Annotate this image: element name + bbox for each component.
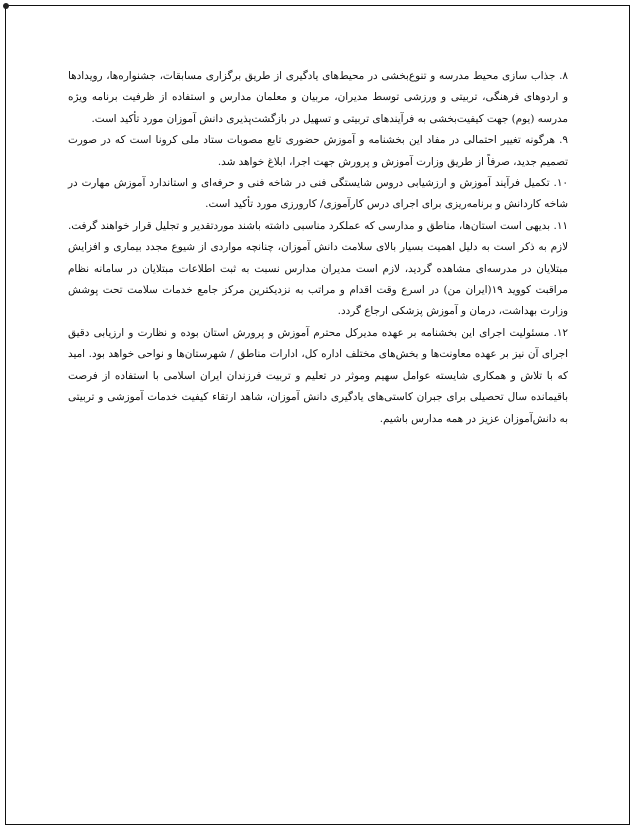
paragraph-item-11: ۱۱. بدیهی است استان‌ها، مناطق و مدارسی که عملکرد مناسبی داشته باشند موردتقدیر و تجلیل قرار خواهند گرفت. لازم به ذکر است به دلیل اهمیت بسیار بالای سلامت دانش آموزان، چنانچه مواردی از شیوع مجدد بیماری و افزایش مبتلایان در مدرسه‌ای مشاهده گردید، لازم است مدیران مدارس نسبت به ثبت اطلاعات مبتلایان در سامانه نظام مراقبت کووید ۱۹(ایران من) در اسرع وقت اقدام و مراتب به نزدیکترین مرکز جامع خدمات سلامت تحت پوشش وزارت بهداشت، درمان و آموزش پزشکی ارجاع گردد. [68, 219, 568, 318]
paragraph-item-12: ۱۲. مسئولیت اجرای این بخشنامه بر عهده مدیرکل محترم آموزش و پرورش استان بوده و نظارت و ارزیابی دقیق اجرای آن نیز بر عهده معاونت‌ها و بخش‌های مختلف اداره کل، ادارات مناطق / شهرستان‌ها و نواحی خواهد بود. امید که با تلاش و همکاری شایسته عوامل سهیم وموثر در تعلیم و تربیت فرزندان ایران اسلامی با استفاده از فرصت باقیمانده سال تحصیلی برای جبران کاستی‌های یادگیری دانش آموزان، شاهد ارتقاء کیفیت خدمات آموزشی و تربیتی به دانش‌آموزان عزیز در همه مدارس باشیم. [68, 326, 568, 425]
paragraph-item-10: ۱۰. تکمیل فرآیند آموزش و ارزشیابی دروس شایستگی فنی در شاخه فنی و حرفه‌ای و استاندارد آموزش مهارت در شاخه کاردانش و برنامه‌ریزی برای اجرای درس کارآموزی/ کارورزی مورد تأکید است. [68, 177, 568, 211]
corner-marker [3, 3, 9, 9]
paragraph-item-8: ۸. جذاب سازی محیط مدرسه و تنوع‌بخشی در محیط‌های یادگیری از طریق برگزاری مسابقات، جشنواره‌ها، رویدادها و اردوهای فرهنگی، تربیتی و ورزشی توسط مدیران، مربیان و معلمان مدارس و استفاده از ظرفیت برنامه ویژه مدرسه (یوم) جهت کیفیت‌بخشی به فرآیندهای تربیتی و تسهیل در بازگشت‌پذیری دانش آموزان مورد تأکید است. [68, 70, 568, 125]
document-body [68, 66, 568, 430]
paragraph-item-9: ۹. هرگونه تغییر احتمالی در مفاد این بخشنامه و آموزش حضوری تابع مصوبات ستاد ملی کرونا است که در صورت تصمیم جدید، صرفاً از طریق وزارت آموزش و پرورش جهت اجرا، ابلاغ خواهد شد. [68, 134, 568, 168]
